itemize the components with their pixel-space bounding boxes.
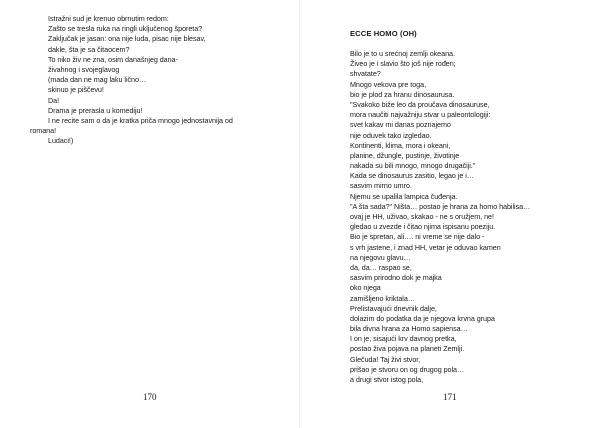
- text-line: To niko živ ne zna, osim današnjeg dana-: [48, 54, 178, 64]
- text-line: Kontinenti, klima, mora i okeani,: [350, 140, 451, 150]
- page-number: 171: [443, 392, 457, 402]
- text-line: s vrh jastene, i znad HH, vetar je oduvao kamen: [350, 242, 501, 252]
- text-line: svet kakav mi danas poznajemo: [350, 120, 451, 130]
- text-line: (mada dan ne mag laku lično…: [48, 75, 147, 85]
- text-line: Bilo je to u srećnoj zemlji okeana.: [350, 49, 455, 58]
- text-line: Zaključak je jasan: ona nije luda, pisac nije blesav,: [48, 34, 206, 44]
- text-line: Bio je spretan, ali…. ni vreme se nije dalo -: [350, 232, 485, 242]
- text-line: nakada su bili mnogo, mnogo drugačiji.": [350, 161, 476, 171]
- text-line: Mnogo vekova pre toga,: [350, 79, 427, 89]
- right-page: [300, 0, 600, 428]
- text-line: skinuo je piščevu!: [48, 85, 104, 95]
- text-line: postao živa pojava na planeti Zemlji.: [350, 344, 465, 354]
- text-line: Prelistavajući dnevnik dalje,: [350, 303, 437, 313]
- text-line: I on je, sisajući krv davnog pretka,: [350, 334, 457, 344]
- text-line: sasvim mirno umro.: [350, 181, 412, 191]
- text-line: nije oduvek tako izgledao.: [350, 130, 432, 140]
- text-line: shvatate?: [350, 69, 381, 79]
- text-line: Kada se dinosaurus zasitio, legao je i…: [350, 171, 474, 181]
- text-line: da, da… raspao se,: [350, 262, 412, 272]
- text-line: "A šta sada?" Ništa… postao je hrana za homo habilisa…: [350, 201, 531, 211]
- text-line: Živeo je i slavio što još nije rođen;: [350, 59, 456, 69]
- text-line: prišao je stvoru on og drugog pola…: [350, 364, 465, 374]
- text-line: Da!: [48, 95, 60, 105]
- text-line: sasvim prirodno dok je majka: [350, 273, 442, 283]
- text-line: zamišljeno kriktala…: [350, 293, 415, 303]
- text-line: ovaj je HH, uživao, skakao - ne s oružjem, ne!: [350, 212, 494, 221]
- text-line: Istražni sud je krenuo obrnutim redom:: [48, 14, 169, 23]
- left-page-text: [30, 14, 290, 146]
- text-line: na njegovu glavu…: [350, 252, 411, 262]
- page-number: 170: [143, 392, 157, 402]
- text-line: živahnog i svojeglavog: [48, 64, 120, 74]
- text-line: "Svakoko biže leo da proučava dinosauruse,: [350, 99, 490, 109]
- text-line: bio je plod za hranu dinosaurusa.: [350, 89, 455, 99]
- right-page-text: [350, 49, 595, 385]
- text-line: dolazim do podatka da je njegova krvna grupa: [350, 313, 495, 323]
- text-line: gledao u zvezde i čitao njima ispisanu poeziju.: [350, 222, 496, 232]
- text-line: bila divna hrana za Homo sapiensa…: [350, 324, 468, 334]
- text-line: romana!: [30, 126, 57, 136]
- text-line: a drugi stvor istog pola,: [350, 375, 424, 384]
- text-line: Zašto se tresla ruka na ringli uključenog šporeta?: [48, 24, 203, 34]
- text-line: Drama je prerasla u komediju!: [48, 105, 143, 115]
- text-line: Njemu se upalila lampica čuđenja.: [350, 191, 458, 201]
- text-line: Ludaci!): [48, 136, 74, 146]
- text-line: mora naučiti najvažniju stvar u paleontologiji:: [350, 110, 491, 120]
- text-line: dakle, šta je sa čitaocem?: [48, 44, 130, 54]
- text-line: Glečuda! Taj živi stvor,: [350, 354, 421, 364]
- text-line: planine, džungle, pustinje, životinje: [350, 150, 460, 160]
- chapter-title: ECCE HOMO (OH): [350, 29, 417, 38]
- text-line: I ne recite sam o da je kratka priča mnogo jednostavnija od: [48, 115, 233, 125]
- text-line: oko njega: [350, 283, 381, 293]
